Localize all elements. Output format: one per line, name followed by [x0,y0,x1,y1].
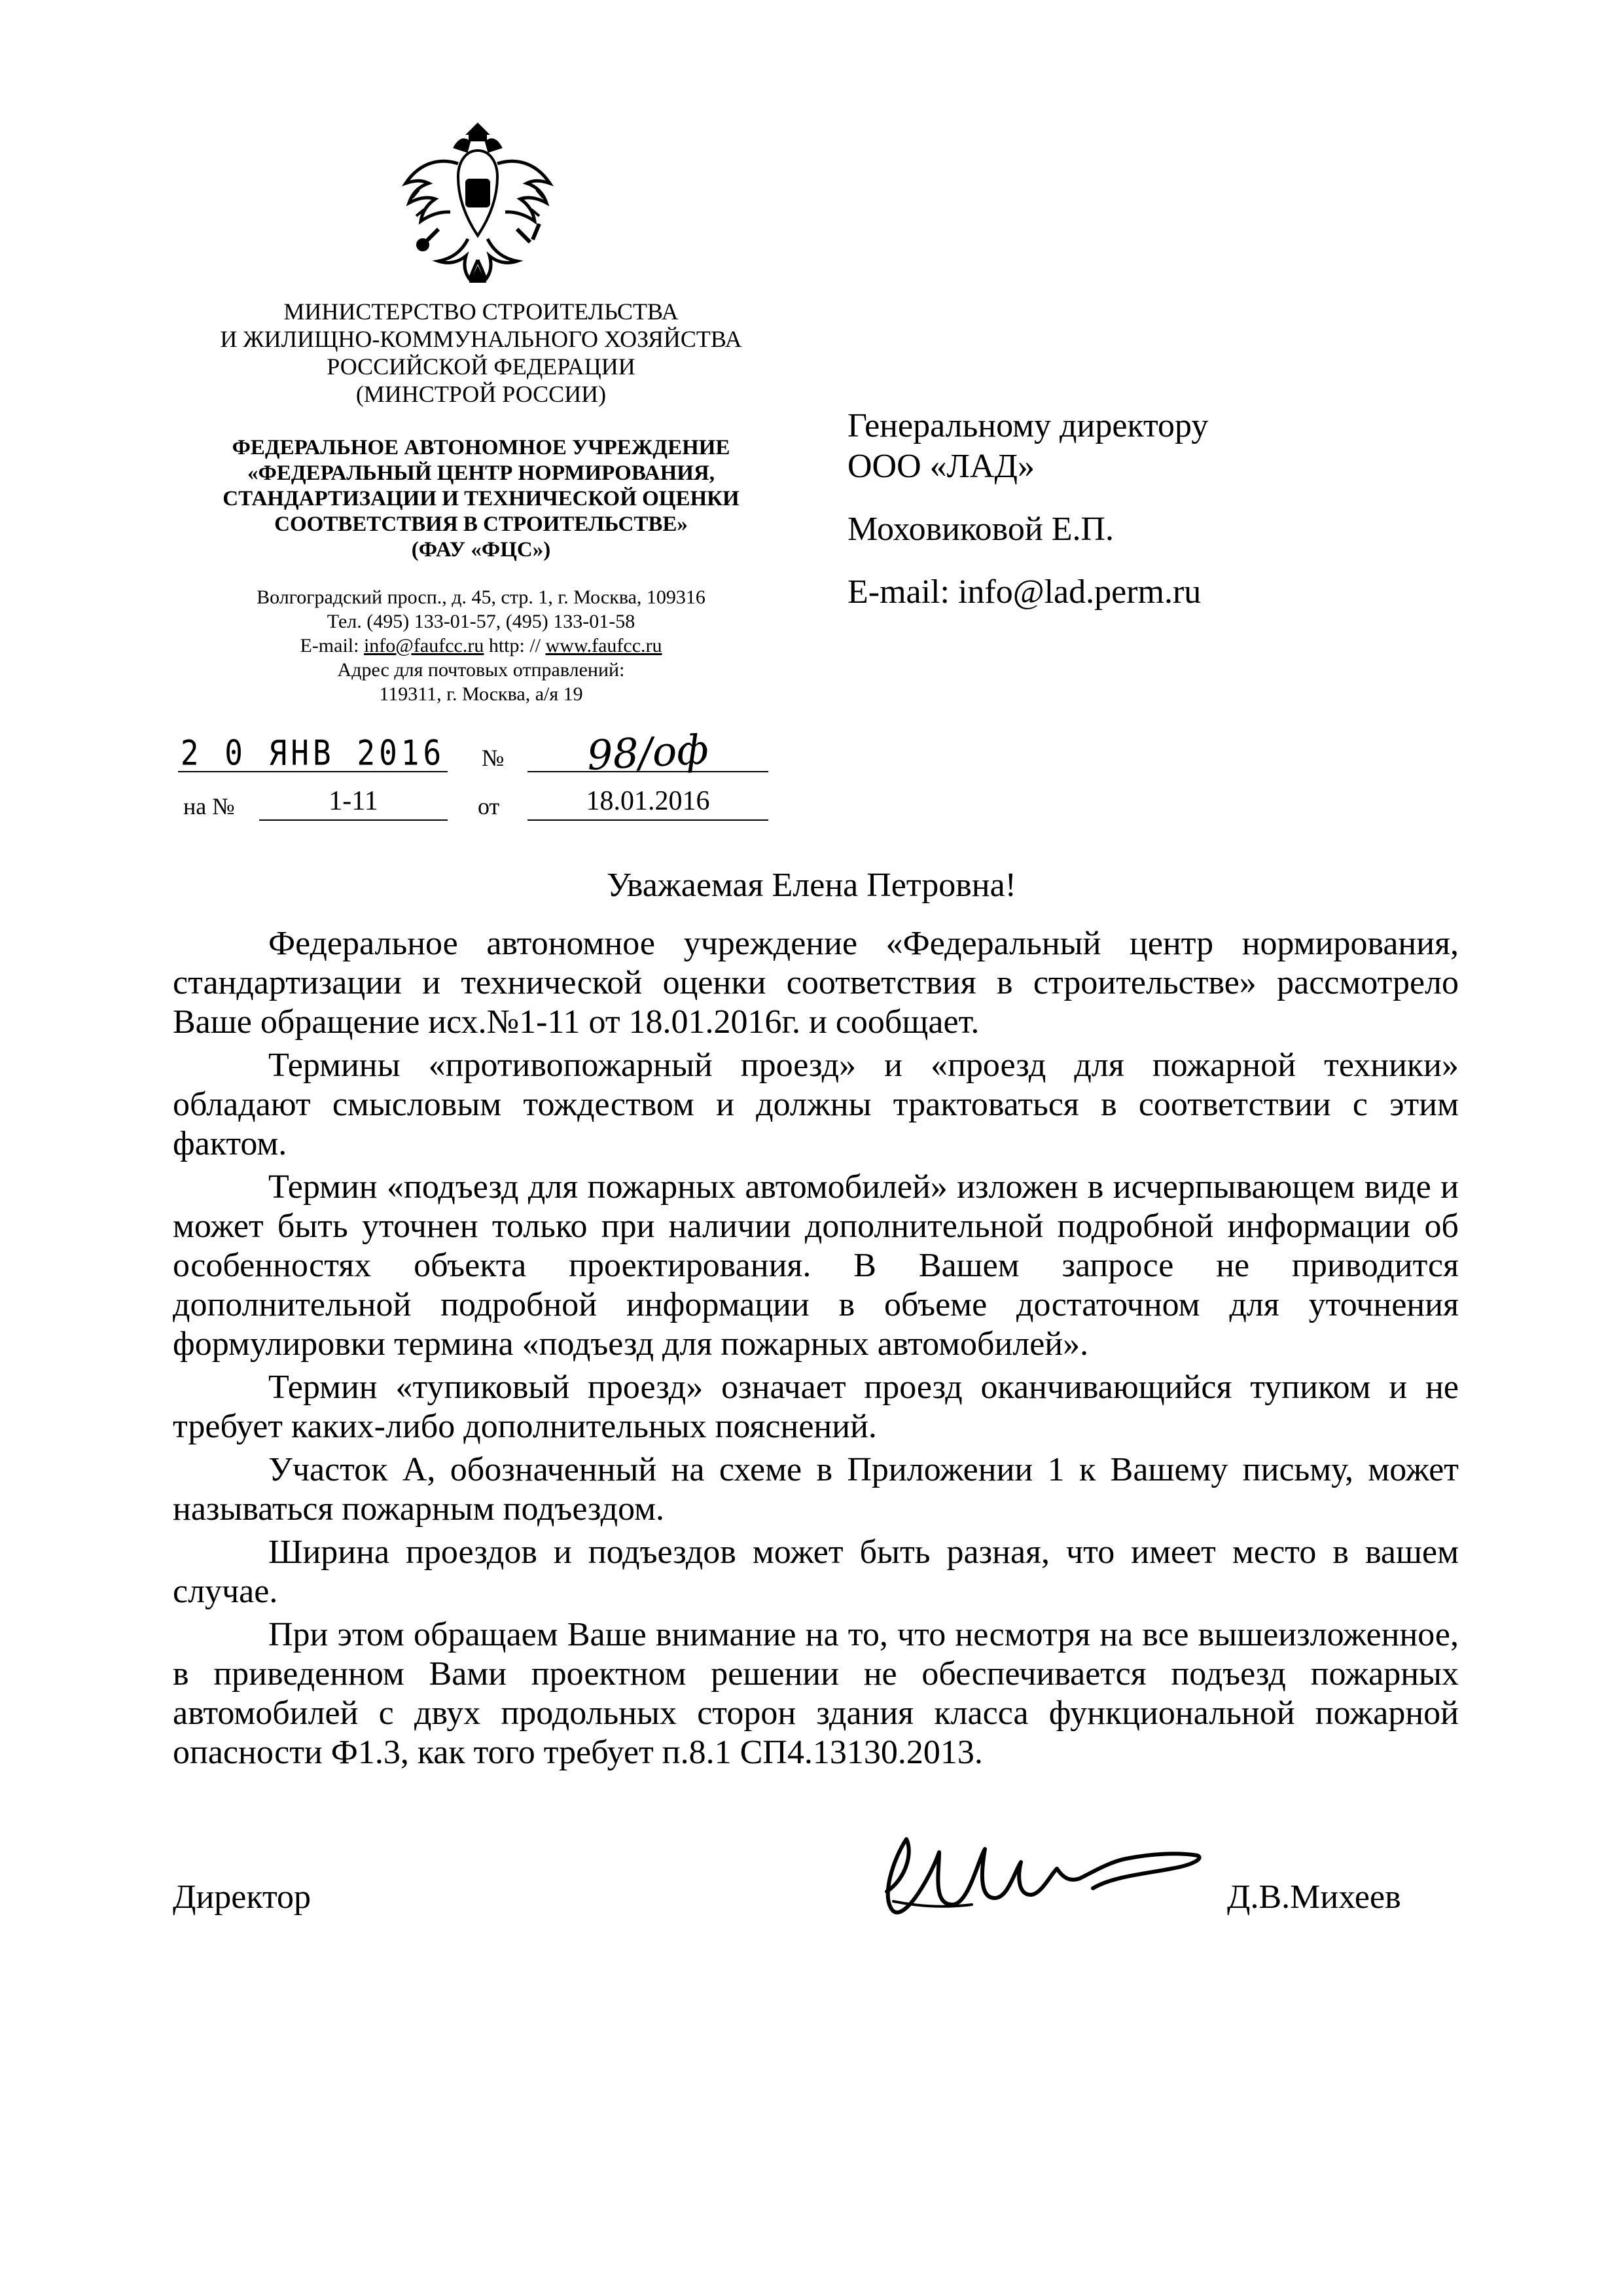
institution-line: СТАНДАРТИЗАЦИИ И ТЕХНИЧЕСКОЙ ОЦЕНКИ [223,487,740,511]
number-label: № [482,745,505,771]
institution-line: (ФАУ «ФЦС») [411,538,551,562]
addressee-block [847,406,1502,613]
email-web-line [167,634,795,658]
greeting: Уважаемая Елена Петровна! [606,867,1016,904]
institution-name [167,435,795,563]
addressee-line: Моховиковой Е.П. [847,511,1115,548]
ministry-line: РОССИЙСКОЙ ФЕДЕРАЦИИ [327,353,635,380]
email-link[interactable]: info@faufcc.ru [363,635,484,656]
institution-line: «ФЕДЕРАЛЬНЫЙ ЦЕНТР НОРМИРОВАНИЯ, [247,461,715,485]
date-stamp: 2 0 ЯНВ 2016 [180,732,446,774]
postal-address: 119311, г. Москва, а/я 19 [379,683,583,705]
reference-number-field [259,783,448,821]
body-paragraph: Федеральное автономное учреждение «Федеральный центр нормирования, стандартизации и технической оценки соответствия в строительстве» рассмотрело Ваше обращение исх.№1-11 от 18.01.2016г. и сообщает. [173,925,1459,1041]
organization-letterhead [167,298,795,706]
from-label: от [478,793,500,819]
street-address: Волгоградский просп., д. 45, стр. 1, г. Москва, 109316 [257,586,705,608]
body-paragraph: При этом обращаем Ваше внимание на то, что несмотря на все вышеизложенное, в приведенном Вами проектном решении не обеспечивается подъезд пожарных автомобилей с двух продольных сторон здания класса функциональной пожарной опасности Ф1.3, как того требует п.8.1 СП4.13130.2013. [173,1616,1459,1771]
ministry-name [167,298,795,408]
phone-numbers: Тел. (495) 133-01-57, (495) 133-01-58 [327,611,635,632]
outgoing-date-field [178,734,448,772]
body-paragraph: Термин «тупиковый проезд» означает проезд оканчивающийся тупиком и не требует каких-либо дополнительных пояснений. [173,1369,1459,1445]
website-link[interactable]: www.faufcc.ru [545,635,662,656]
ministry-line: (МИНСТРОЙ РОССИИ) [355,381,607,407]
body-paragraph: Участок А, обозначенный на схеме в Приложении 1 к Вашему письму, может называться пожарным подъездом. [173,1451,1459,1528]
body-paragraph: Термины «противопожарный проезд» и «проезд для пожарной техники» обладают смысловым тождеством и должны трактоваться в соответствии с этим фактом. [173,1047,1459,1162]
body-paragraph: Термин «подъезд для пожарных автомобилей» изложен в исчерпывающем виде и может быть уточнен только при наличии дополнительной подробной информации об особенностях объекта проектирования. В Вашем запросе не приводится дополнительной подробной информации в объеме достаточном для уточнения формулировки термина «подъезд для пожарных автомобилей». [173,1168,1459,1363]
handwritten-signature [874,1787,1279,1944]
postal-label: Адрес для почтовых отправлений: [337,659,625,681]
ministry-line: И ЖИЛИЩНО-КОММУНАЛЬНОГО ХОЗЯЙСТВА [220,326,742,352]
email-label: E-mail: [300,635,359,656]
addressee-spacer [847,550,1502,572]
addressee-line: ООО «ЛАД» [847,448,1035,485]
institution-contacts [167,585,795,706]
signatory-title: Директор [173,1878,311,1916]
body-paragraph: Ширина проездов и подъездов может быть разная, что имеет место в вашем случае. [173,1534,1459,1610]
reference-number-label: на № [183,793,235,819]
outgoing-number: 98/оф [586,725,710,780]
ministry-line: МИНИСТЕРСТВО СТРОИТЕЛЬСТВА [283,298,679,325]
reference-number: 1-11 [329,786,378,816]
addressee-line: Генеральному директору [847,407,1209,444]
addressee-spacer [847,487,1502,509]
institution-line: СООТВЕТСТВИЯ В СТРОИТЕЛЬСТВЕ» [274,512,688,536]
signatory-name: Д.В.Михеев [1227,1878,1401,1916]
institution-line: ФЕДЕРАЛЬНОЕ АВТОНОМНОЕ УЧРЕЖДЕНИЕ [232,436,730,459]
coat-of-arms-emblem [393,111,563,308]
addressee-line: E-mail: info@lad.perm.ru [847,573,1202,611]
letter-body [173,924,1459,1776]
reference-date: 18.01.2016 [586,786,710,816]
reference-date-field [527,783,768,821]
outgoing-number-field [527,725,768,780]
web-label: http: // [488,635,541,656]
